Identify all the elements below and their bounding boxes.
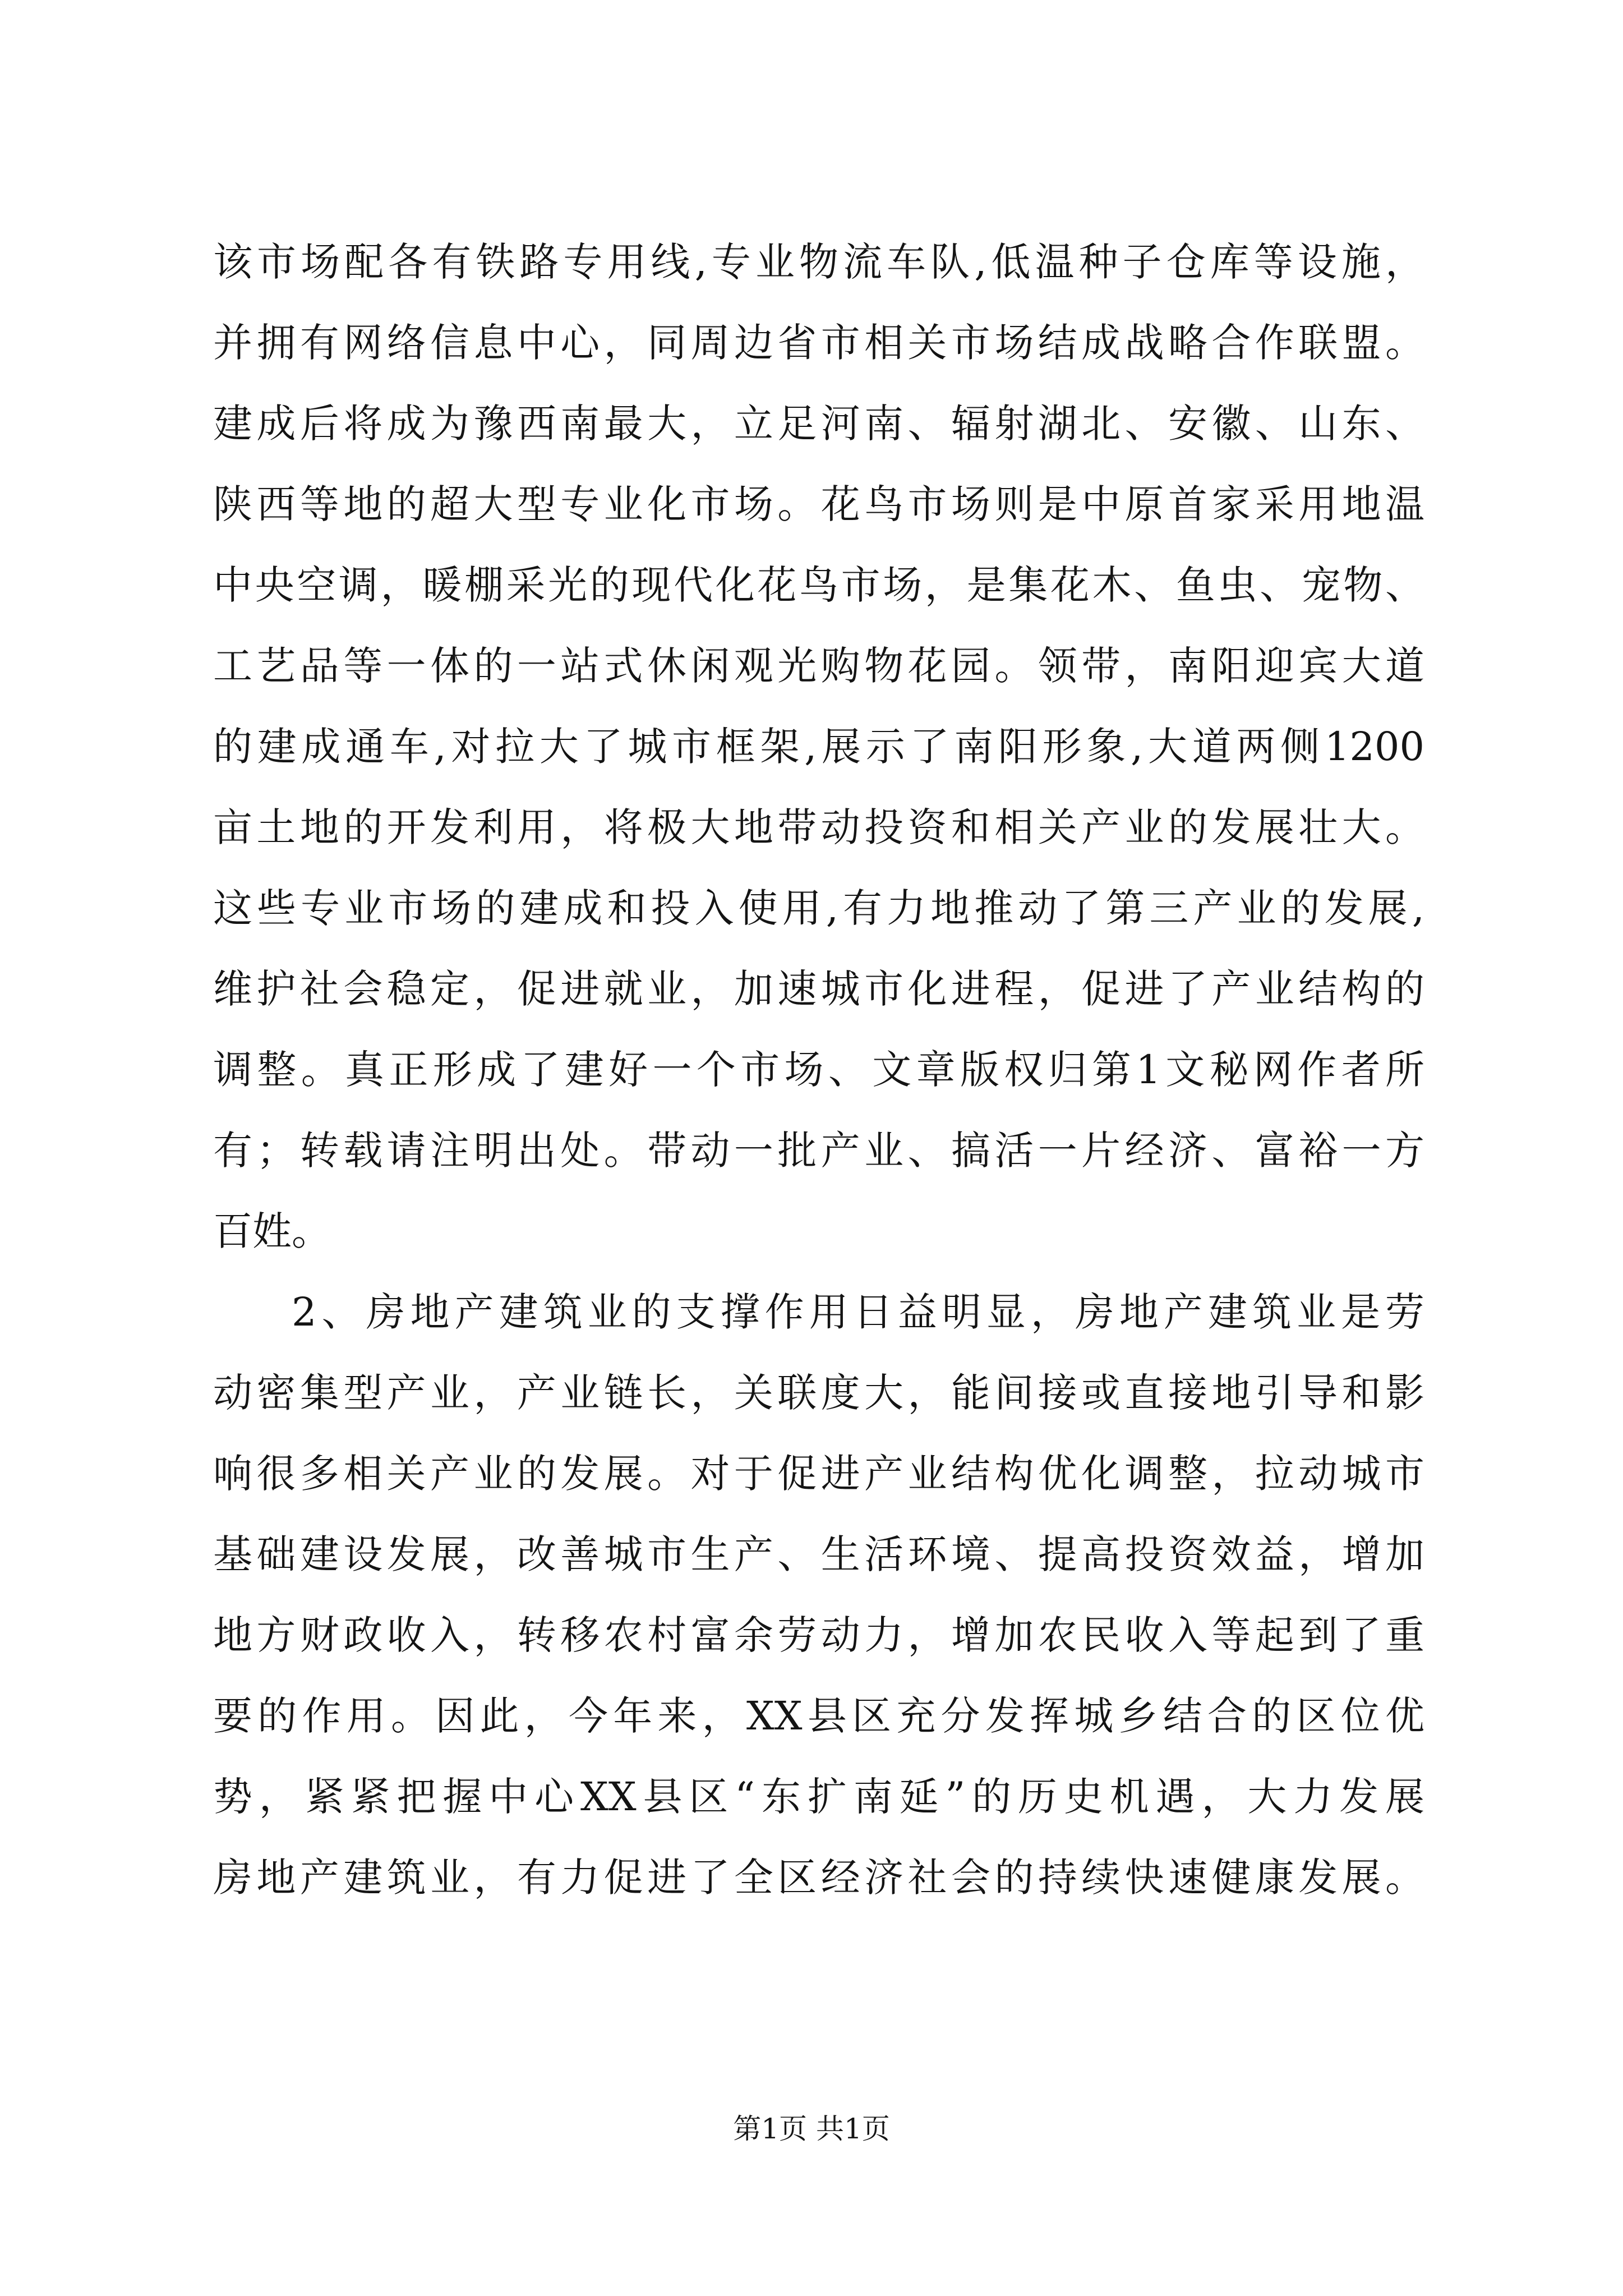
paragraph-line: 亩土地的开发利用，将极大地带动投资和相关产业的发展壮大。 <box>213 804 1424 850</box>
paragraph-line: 地方财政收入，转移农村富余劳动力，增加农民收入等起到了重 <box>213 1612 1424 1658</box>
paragraph-line: 基础建设发展，改善城市生产、生活环境、提高投资效益，增加 <box>213 1531 1424 1577</box>
paragraph-line: 建成后将成为豫西南最大，立足河南、辐射湖北、安徽、山东、 <box>213 401 1424 447</box>
paragraph-line: 动密集型产业，产业链长，关联度大，能间接或直接地引导和影 <box>213 1370 1424 1416</box>
paragraph-line: 中央空调，暖棚采光的现代化花鸟市场，是集花木、鱼虫、宠物、 <box>213 562 1424 608</box>
paragraph-line: 百姓。 <box>213 1208 331 1254</box>
paragraph-line: 的建成通车,对拉大了城市框架,展示了南阳形象,大道两侧1200 <box>213 724 1424 770</box>
paragraph-line: 调整。真正形成了建好一个市场、文章版权归第1文秘网作者所 <box>213 1047 1424 1093</box>
paragraph-line: 该市场配各有铁路专用线,专业物流车队,低温种子仓库等设施， <box>213 239 1424 285</box>
paragraph-line: 并拥有网络信息中心，同周边省市相关市场结成战略合作联盟。 <box>213 320 1424 366</box>
paragraph-line: 房地产建筑业，有力促进了全区经济社会的持续快速健康发展。 <box>213 1855 1424 1901</box>
paragraph-line: 有；转载请注明出处。带动一批产业、搞活一片经济、富裕一方 <box>213 1128 1424 1174</box>
paragraph-line: 势，紧紧把握中心XX县区“东扩南延”的历史机遇，大力发展 <box>213 1774 1424 1820</box>
page-footer <box>0 2106 1623 2147</box>
document-body <box>213 222 1424 1918</box>
paragraph-line: 陕西等地的超大型专业化市场。花鸟市场则是中原首家采用地温 <box>213 481 1424 527</box>
paragraph-line: 要的作用。因此，今年来，XX县区充分发挥城乡结合的区位优 <box>213 1693 1424 1739</box>
paragraph-line: 工艺品等一体的一站式休闲观光购物花园。领带，南阳迎宾大道 <box>213 643 1424 689</box>
paragraph-line: 2、房地产建筑业的支撑作用日益明显，房地产建筑业是劳 <box>292 1289 1424 1335</box>
paragraph-line: 响很多相关产业的发展。对于促进产业结构优化调整，拉动城市 <box>213 1451 1424 1497</box>
page-number-label: 第1页 共1页 <box>733 2113 890 2145</box>
paragraph-line: 维护社会稳定，促进就业，加速城市化进程，促进了产业结构的 <box>213 966 1424 1012</box>
paragraph-line: 这些专业市场的建成和投入使用,有力地推动了第三产业的发展, <box>213 885 1424 931</box>
